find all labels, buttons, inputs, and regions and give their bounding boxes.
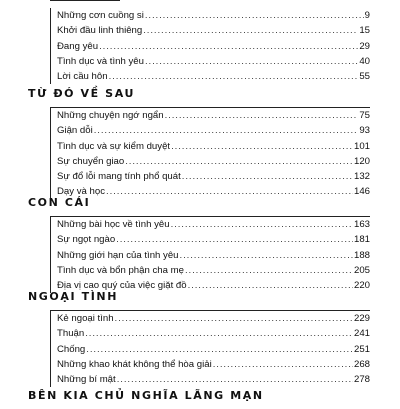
dot-leader	[85, 326, 353, 341]
toc-entry[interactable]	[57, 372, 370, 387]
entry-page: 29	[359, 40, 370, 52]
dot-leader	[109, 69, 359, 84]
entry-page: 241	[353, 328, 370, 340]
toc-entry[interactable]	[57, 23, 370, 38]
entry-title: Dạy và học	[57, 186, 105, 198]
entry-title: Chống	[57, 343, 86, 355]
entry-title: Lời cầu hôn	[57, 71, 108, 83]
entry-title: Những bí mật	[57, 374, 116, 386]
entry-page: 132	[353, 171, 370, 183]
toc-entry[interactable]	[57, 154, 370, 169]
toc-entry[interactable]	[57, 232, 370, 247]
entry-page: 101	[353, 140, 370, 152]
entry-list	[50, 107, 370, 200]
entry-title: Thuận	[57, 328, 85, 340]
toc-entry[interactable]	[57, 217, 370, 232]
entry-list	[50, 8, 370, 84]
entry-page: 163	[353, 219, 370, 230]
toc-entry[interactable]	[57, 326, 370, 341]
section-title: BÊN KIA CHỦ NGHĨA LÃNG MẠN	[28, 389, 264, 402]
entry-page: 93	[359, 125, 370, 137]
toc-entry[interactable]	[57, 169, 370, 184]
entry-title: Những cơn cuồng si	[57, 10, 144, 21]
section-first	[28, 0, 370, 84]
dot-leader	[165, 108, 359, 123]
dot-leader	[171, 217, 353, 232]
entry-title: Kẻ ngoại tình	[57, 313, 114, 324]
dot-leader	[180, 248, 353, 263]
dot-leader	[213, 357, 353, 372]
entry-title: Sự ngọt ngào	[57, 234, 116, 246]
entry-title: Tình dục và sự kiểm duyệt	[57, 140, 171, 152]
entry-page: 268	[353, 358, 370, 370]
entry-title: Giận dỗi	[57, 125, 93, 137]
section-ngoai-tinh	[28, 290, 370, 387]
entry-title: Những chuyện ngớ ngẩn	[57, 110, 164, 121]
dot-leader	[115, 311, 353, 326]
entry-page: 220	[353, 280, 370, 292]
dot-leader	[94, 123, 359, 138]
entry-page: 188	[353, 249, 370, 261]
section-con-cai	[28, 196, 370, 293]
toc-entry[interactable]	[57, 311, 370, 326]
toc-entry[interactable]	[57, 342, 370, 357]
entry-title: Sự đổ lỗi mang tính phổ quát	[57, 171, 181, 183]
entry-title: Tình dục và bổn phận cha mẹ	[57, 264, 184, 276]
toc-entry[interactable]	[57, 39, 370, 54]
dot-leader	[99, 39, 358, 54]
entry-page: 55	[359, 71, 370, 83]
entry-page: 75	[359, 110, 370, 121]
entry-page: 278	[353, 374, 370, 386]
entry-page: 251	[353, 343, 370, 355]
entry-page: 40	[359, 55, 370, 67]
dot-leader	[86, 342, 353, 357]
section-title	[28, 0, 370, 2]
toc-entry[interactable]	[57, 357, 370, 372]
toc-entry[interactable]	[57, 54, 370, 69]
entry-page: 146	[353, 186, 370, 198]
dot-leader	[182, 169, 353, 184]
entry-title: Những khao khát không thể hòa giải	[57, 358, 212, 370]
entry-list	[50, 216, 370, 293]
toc-entry[interactable]	[57, 8, 370, 23]
entry-title: Địa vị cao quý của việc giặt đồ	[57, 280, 187, 292]
dot-leader	[145, 8, 364, 23]
section-title: CON CÁI	[28, 196, 91, 209]
entry-title: Tình dục và tình yêu	[57, 55, 144, 67]
section-tu-do-ve-sau	[28, 87, 370, 200]
entry-page: 9	[364, 10, 370, 21]
dot-leader	[143, 23, 358, 38]
entry-title: Những giới hạn của tình yêu	[57, 249, 179, 261]
entry-page: 15	[359, 25, 370, 37]
entry-title: Sự chuyển giao	[57, 155, 125, 167]
toc-entry[interactable]	[57, 123, 370, 138]
dot-leader	[185, 263, 353, 278]
section-title: TỪ ĐÓ VỀ SAU	[28, 87, 136, 100]
entry-title: Những bài học về tình yêu	[57, 219, 170, 230]
entry-page: 181	[353, 234, 370, 246]
toc-entry[interactable]	[57, 248, 370, 263]
entry-page: 229	[353, 313, 370, 324]
entry-page: 120	[353, 155, 370, 167]
toc-entry[interactable]	[57, 108, 370, 123]
dot-leader	[171, 139, 353, 154]
section-ben-kia	[28, 389, 370, 409]
entry-page: 205	[353, 264, 370, 276]
dot-leader	[125, 154, 353, 169]
toc-entry[interactable]	[57, 139, 370, 154]
dot-leader	[117, 372, 353, 387]
toc-entry[interactable]	[57, 69, 370, 84]
entry-list	[50, 310, 370, 387]
entry-title: Đang yêu	[57, 40, 99, 52]
section-title: NGOẠI TÌNH	[28, 290, 119, 303]
entry-title: Khởi đầu linh thiêng	[57, 25, 143, 37]
dot-leader	[145, 54, 358, 69]
toc-entry[interactable]	[57, 263, 370, 278]
dot-leader	[116, 232, 353, 247]
